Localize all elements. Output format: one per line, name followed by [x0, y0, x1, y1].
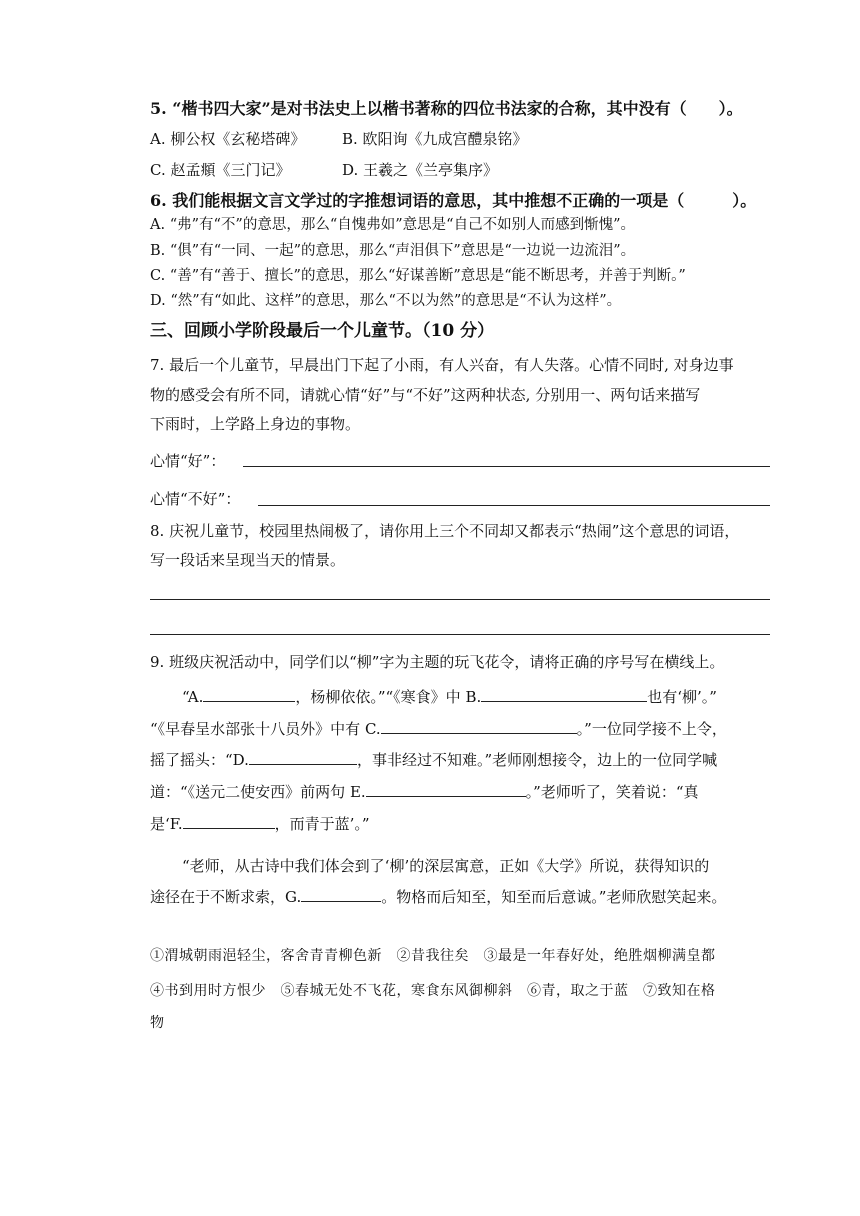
q9-blank-a[interactable] [203, 686, 295, 702]
q7-bad-label: 心情“不好”： [150, 490, 241, 508]
q9-text-4a: 道：“《送元二使安西》前两句 E. [150, 783, 366, 801]
q9-blank-c[interactable] [381, 718, 577, 734]
q9-text-7b: 。物格而后知至，知至而后意诚。”老师欣慰笑起来。 [381, 888, 727, 906]
q9-text-1c: 也有‘柳’。” [647, 688, 717, 706]
q6-option-c: C. “善”有“善于、擅长”的意思，那么“好谋善断”意思是“能不断思考，并善于判断。” [150, 268, 686, 284]
q9-intro: 9. 班级庆祝活动中，同学们以“柳”字为主题的玩飞花令，请将正确的序号写在横线上。 [150, 653, 725, 671]
q9-text-5b: ，而青于蓝’。” [274, 815, 370, 833]
q9-text-7a: 途径在于不断求索，G. [150, 888, 302, 906]
q5-option-a: A. 柳公权《玄秘塔碑》 [150, 130, 306, 148]
q9-blank-a-label: “A. [182, 688, 204, 706]
q9-text-3b: ，事非经过不知难。”老师刚想接令，边上的一位同学喊 [356, 751, 718, 769]
q5-option-d: D. 王羲之《兰亭集序》 [342, 161, 499, 179]
q9-text-2a: “《早春呈水部张十八员外》中有 C. [150, 720, 381, 738]
q9-paragraph-line-1 [182, 686, 717, 708]
q7-good-label: 心情“好”： [150, 452, 226, 470]
q9-choices-line-1: ①渭城朝雨浥轻尘，客舍青青柳色新 ②昔我往矣 ③最是一年春好处，绝胜烟柳满皇都 [150, 948, 716, 964]
q9-blank-e[interactable] [366, 781, 526, 797]
q9-blank-b[interactable] [481, 686, 647, 702]
q6-option-b: B. “俱”有“一同、一起”的意思，那么“声泪俱下”意思是“一边说一边流泪”。 [150, 243, 636, 259]
q8-answer-line-2[interactable] [150, 634, 770, 635]
q7-good-answer-line[interactable] [243, 466, 770, 467]
q9-choices-line-2: ④书到用时方恨少 ⑤春城无处不飞花，寒食东风御柳斜 ⑥青，取之于蓝 ⑦致知在格 [150, 983, 716, 999]
q9-paragraph-line-3 [150, 749, 717, 771]
q9-text-3a: 摇了摇头：“D. [150, 751, 249, 769]
q6-option-d: D. “然”有“如此、这样”的意思，那么“不以为然”的意思是“不认为这样”。 [150, 293, 622, 309]
q6-stem: 6. 我们能根据文言文学过的字推想词语的意思，其中推想不正确的一项是（ ）。 [150, 191, 757, 210]
q6-option-a: A. “弗”有“不”的意思，那么“自愧弗如”意思是“自己不如别人而感到惭愧”。 [150, 217, 635, 233]
q8-line-2: 写一段话来呈现当天的情景。 [150, 551, 346, 569]
q9-text-4b: 。”老师听了，笑着说：“真 [525, 783, 699, 801]
q5-stem: 5. “楷书四大家”是对书法史上以楷书著称的四位书法家的合称，其中没有（ ）。 [150, 99, 743, 118]
q9-text-5a: 是‘F. [150, 815, 183, 833]
q9-paragraph-line-5 [150, 813, 370, 835]
q9-blank-d[interactable] [249, 749, 357, 765]
q9-paragraph-line-6: “老师，从古诗中我们体会到了‘柳’的深层寓意，正如《大学》所说，获得知识的 [182, 857, 710, 875]
q9-blank-f[interactable] [183, 813, 275, 829]
q9-paragraph-line-4 [150, 781, 699, 803]
q9-text-1b: ，杨柳依依。”“《寒食》中 B. [295, 688, 482, 706]
q8-answer-line-1[interactable] [150, 599, 770, 600]
q7-line-2: 物的感受会有所不同，请就心情“好”与“不好”这两种状态, 分别用一、两句话来描写 [150, 386, 701, 404]
section-3-title: 三、回顾小学阶段最后一个儿童节。（10 分） [150, 321, 495, 341]
q8-line-1: 8. 庆祝儿童节，校园里热闹极了，请你用上三个不同却又都表示“热闹”这个意思的词语， [150, 522, 740, 540]
q9-choices-line-3: 物 [150, 1015, 165, 1031]
q9-text-2b: 。”一位同学接不上令， [576, 720, 727, 738]
q9-paragraph-line-2 [150, 718, 727, 740]
q9-paragraph-line-7 [150, 886, 726, 908]
q7-line-1: 7. 最后一个儿童节，早晨出门下起了小雨，有人兴奋，有人失落。心情不同时, 对身边事 [150, 356, 734, 374]
q5-option-b: B. 欧阳询《九成宫醴泉铭》 [342, 130, 528, 148]
q5-option-c: C. 赵孟頫《三门记》 [150, 161, 291, 179]
q7-bad-answer-line[interactable] [258, 505, 770, 506]
q7-line-3: 下雨时，上学路上身边的事物。 [150, 415, 361, 433]
q9-blank-g[interactable] [301, 886, 381, 902]
